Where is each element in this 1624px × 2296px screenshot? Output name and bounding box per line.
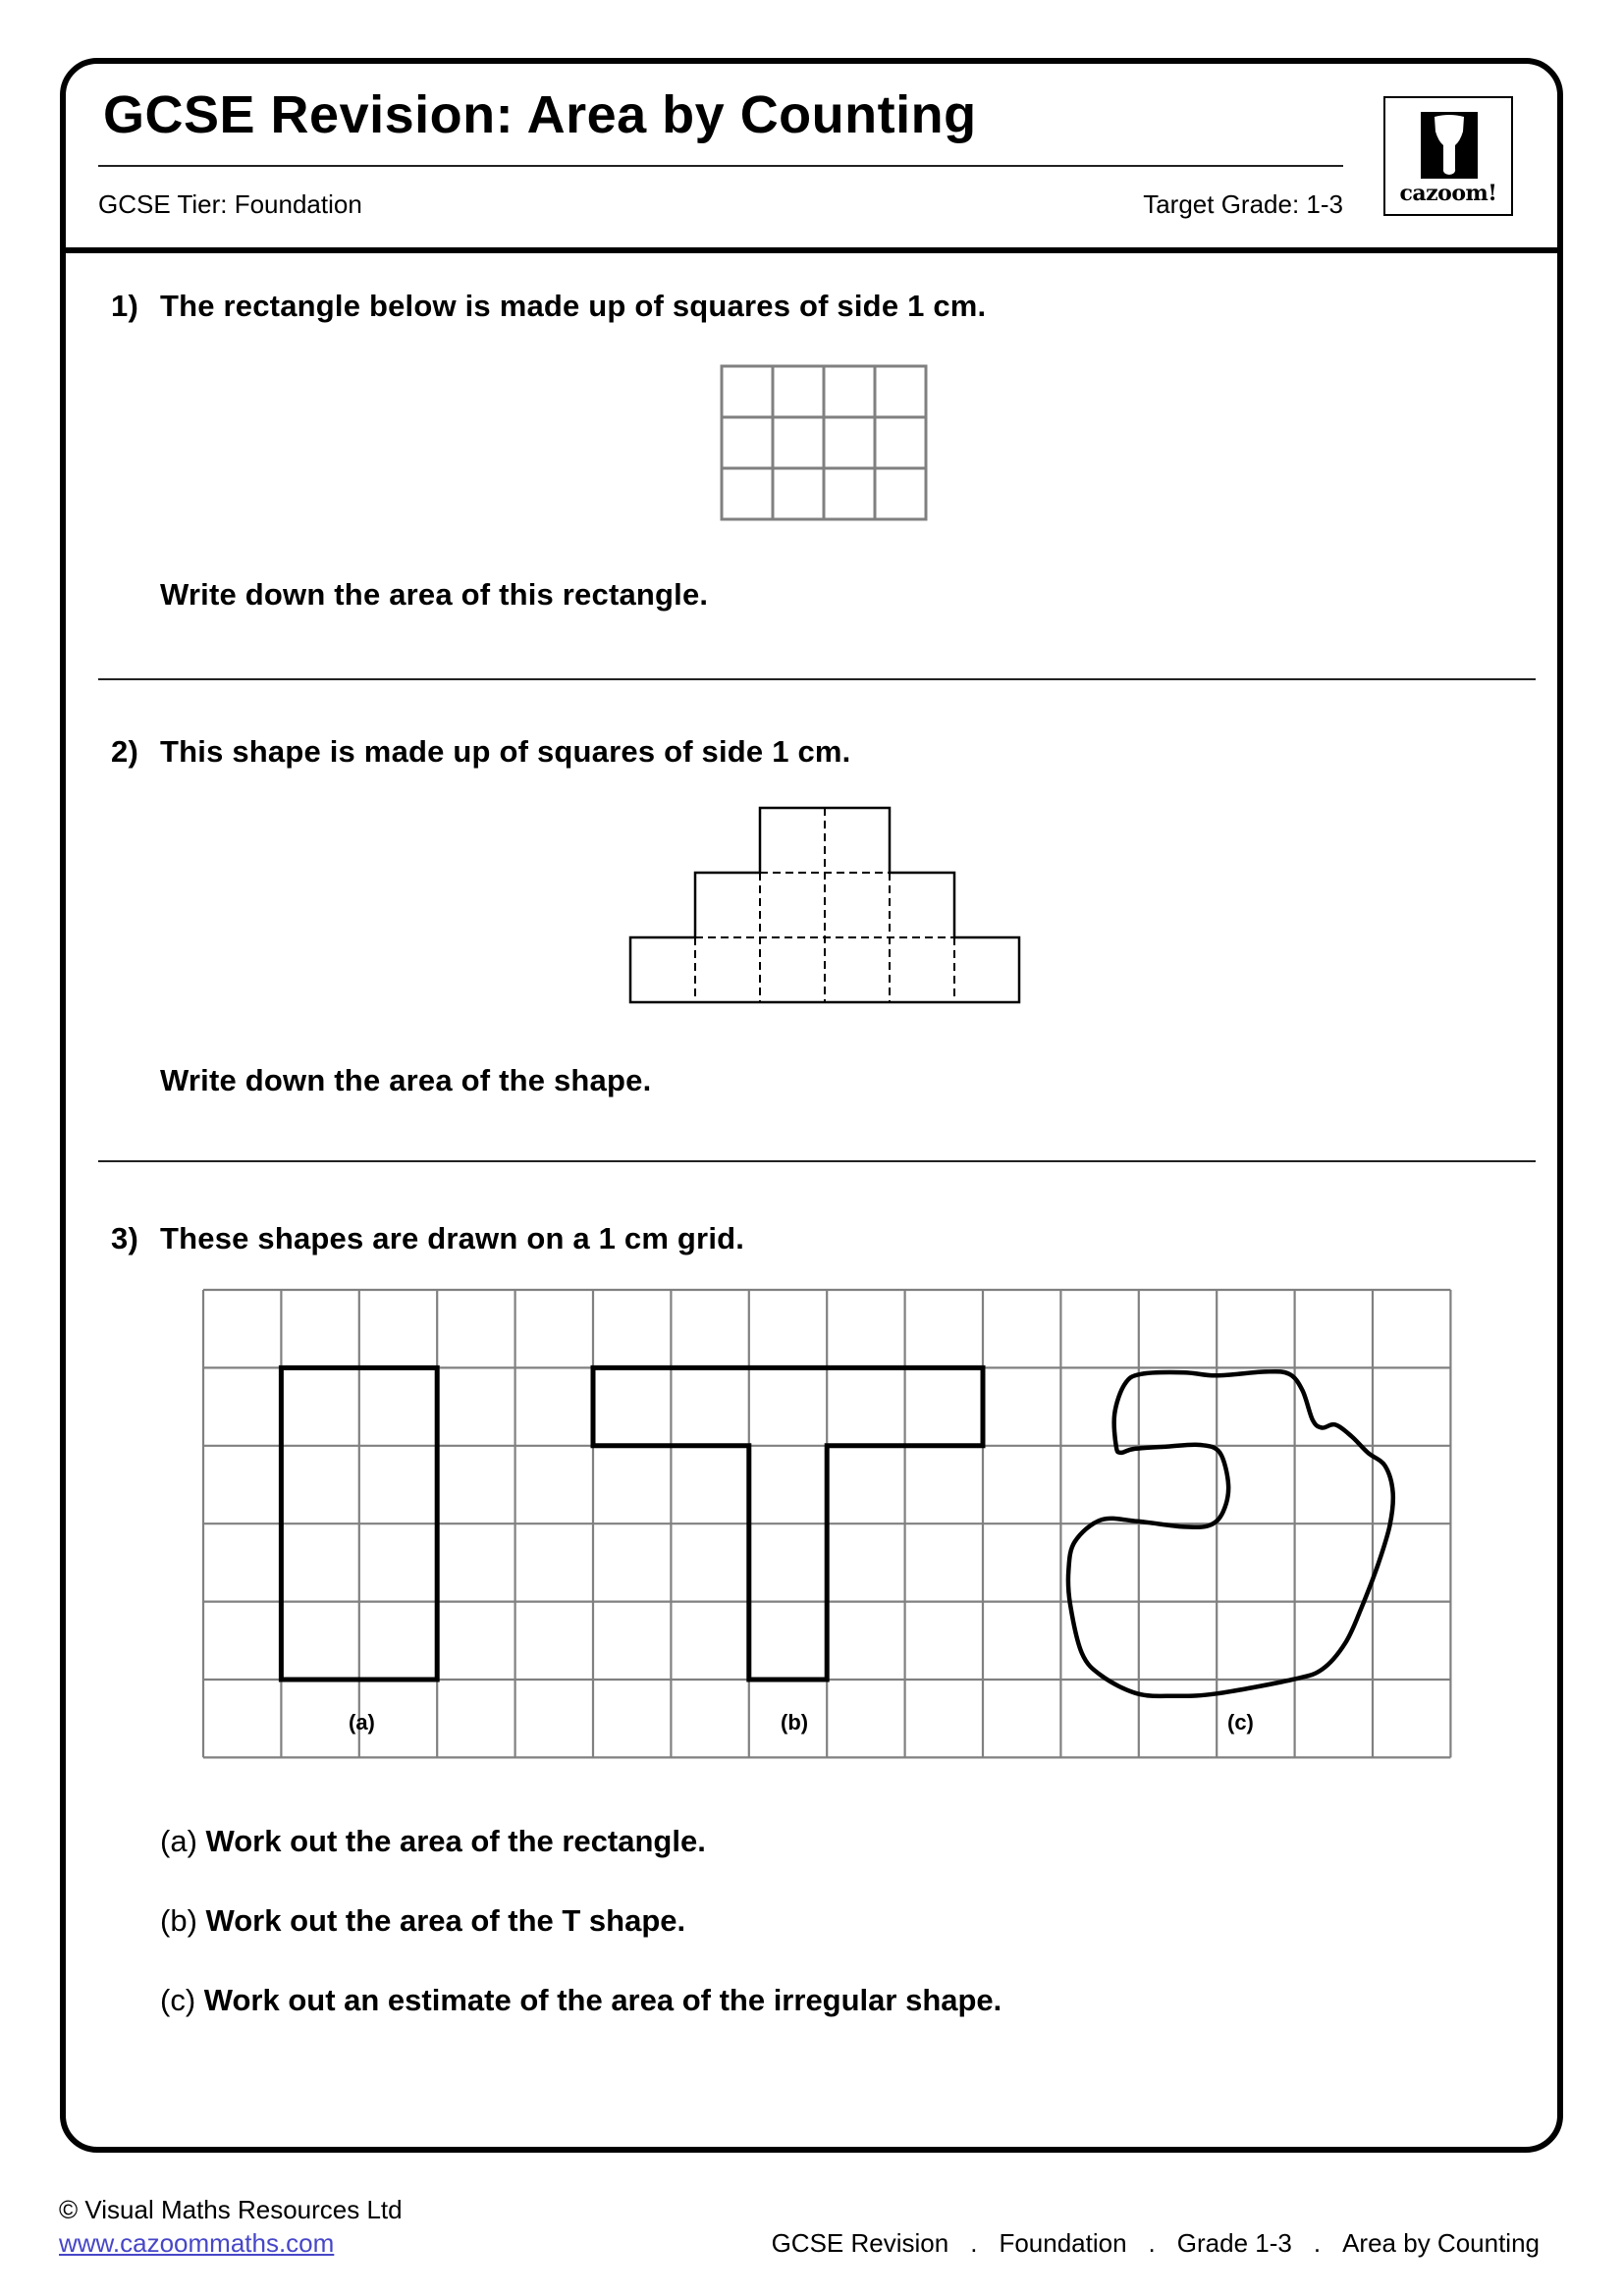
section-divider <box>98 1160 1536 1162</box>
centimetre-grid-figure <box>201 1288 1454 1761</box>
breadcrumb-item: Foundation <box>999 2228 1127 2258</box>
part-label: (c) <box>160 1983 196 2017</box>
question-3c <box>160 1983 1001 2018</box>
shape-label-c: (c) <box>1227 1710 1254 1735</box>
breadcrumb-separator: . <box>970 2228 978 2258</box>
rectangle-grid-figure <box>720 364 930 523</box>
question-number: 2) <box>111 734 138 769</box>
header-separator <box>60 247 1563 253</box>
question-number: 3) <box>111 1221 138 1255</box>
drum-icon <box>1421 112 1478 179</box>
target-grade-label: Target Grade: 1-3 <box>1143 189 1343 219</box>
part-text: Work out an estimate of the area of the irregular shape. <box>203 1983 1002 2017</box>
breadcrumb-item: Grade 1-3 <box>1176 2228 1292 2258</box>
stepped-shape-figure <box>628 806 1021 1006</box>
part-label: (a) <box>160 1824 197 1858</box>
breadcrumb-item: GCSE Revision <box>771 2228 949 2258</box>
part-text: Work out the area of the rectangle. <box>205 1824 706 1858</box>
question-2-prompt <box>111 734 850 770</box>
part-text: Work out the area of the T shape. <box>205 1903 686 1938</box>
website-link[interactable]: www.cazoommaths.com <box>59 2228 335 2258</box>
copyright-text: © Visual Maths Resources Ltd <box>59 2195 403 2224</box>
footer-breadcrumb <box>772 2228 1540 2259</box>
question-1-prompt <box>111 289 986 324</box>
irregular-shape-c <box>1068 1371 1393 1696</box>
tier-label: GCSE Tier: Foundation <box>98 189 362 219</box>
logo-wordmark: cazoom! <box>1399 181 1497 206</box>
question-number: 1) <box>111 289 138 323</box>
question-text: The rectangle below is made up of squares of side 1 cm. <box>160 289 987 323</box>
website-link-wrap <box>59 2228 334 2259</box>
section-divider <box>98 678 1536 680</box>
part-label: (b) <box>160 1903 197 1938</box>
question-3b <box>160 1903 685 1939</box>
breadcrumb-separator: . <box>1313 2228 1322 2258</box>
shape-label-a: (a) <box>349 1710 375 1735</box>
question-2-instruction: Write down the area of the shape. <box>160 1063 652 1097</box>
page-title: GCSE Revision: Area by Counting <box>103 85 977 144</box>
breadcrumb-item: Area by Counting <box>1342 2228 1540 2258</box>
question-3-prompt <box>111 1221 744 1256</box>
title-underline <box>98 165 1343 167</box>
cazoom-logo <box>1383 96 1513 216</box>
question-text: This shape is made up of squares of side 1 cm. <box>160 734 851 769</box>
shape-label-b: (b) <box>781 1710 809 1735</box>
question-3a <box>160 1824 706 1859</box>
question-text: These shapes are drawn on a 1 cm grid. <box>160 1221 745 1255</box>
breadcrumb-separator: . <box>1148 2228 1156 2258</box>
question-1-instruction: Write down the area of this rectangle. <box>160 577 709 612</box>
